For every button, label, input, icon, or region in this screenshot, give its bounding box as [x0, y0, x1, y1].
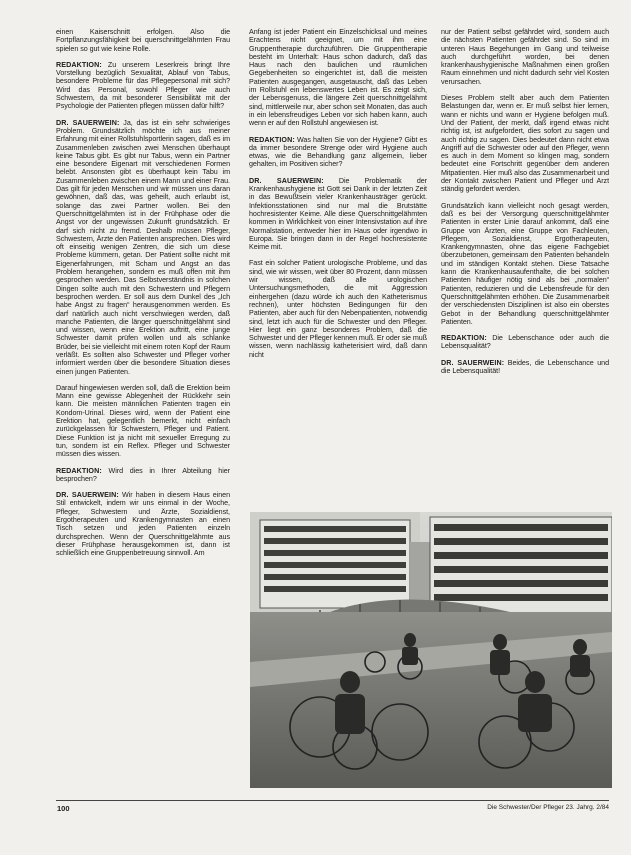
paragraph-text: Darauf hingewiesen werden soll, daß die Erektion beim Mann eine gewisse Ablegenheit der Rückkehr sein kann. Die meisten männlichen Patienten tragen ein Kondom-Urinal. Dieses wird, wenn der Patient eine Erektion hat, gelegentlich bemerkt, nicht einfach zurückgelassen für Schwestern, Pfleger und Patient. Diese Funktion ist ja nicht mit sexueller Erregung zu tun, sondern ist ein Reflex. Pfleger und Schwester müssen dies wissen. [56, 383, 230, 459]
paragraph-text: nur der Patient selbst gefährdet wird, sondern auch die nächsten Patienten gefährdet sind. So sind im unteren Haus Begehungen im Gang und teilweise auch durchgeführt worden, bei denen krankenhaushygienische Maßnahmen einen großen Raum einnehmen und nicht dadurch sehr viel Kosten verursachen. [441, 28, 609, 86]
paragraph-text: Ja, das ist ein sehr schwieriges Problem. Grundsätzlich möchte ich aus meiner Erfahrung mit einer Rollstuhlsportlerin sagen, daß es im Zusammenleben zwischen zwei Menschen überhaupt keine Tabus gibt. Es gibt nur Tabus, wenn ein Partner eine besondere Eigenart mit verschiedenen Formen belebt. Ansonsten gibt es überhaupt kein Tabu im Zusammenleben zwischen einem Mann und einer Frau. Das gilt für jeden Menschen und wir müssen uns daran gewöhnen, daß das, was geheilt, auch erlaubt ist, solange das zwei Partner wollen. Bei den Querschnittgelähmten ist in der Frühphase oder die Angst vor der ungewissen Zukunft grundsätzlich. Er darf sich nicht zu fremd. Deshalb müssen Pfleger, Schwestern, Ärzte den Patienten ansprechen. Dies wird oft einseitig wenigen Zentren, die sich um diese Probleme kümmern, getan. Der Patient sollte nicht mit Eigenerfahrungen, mit Scham und Angst an das Problem herangehen, sondern es muß offen mit ihm gesprochen werden. Das Selbstverständnis in solchen Dingen sollte auch mit den Schwestern und Pflegern besprochen werden. Er soll aus dem Dunkel des „Ich habe Angst zu fragen“ herausgenommen werden. Es darf natürlich auch nicht verschwiegen werden, daß manche Patienten, die länger querschnittgelähmt sind und wissen, wenn eine Erektion auftritt, eine junge Schwester damit prüfen wollen und als schlanke Brüder, bei sie vielleicht mit einem roten Kopf der Raum verläßt. Es sollten also Schwester und Pfleger vorher informiert werden über die besondere Situation dieses einen jungen Patienten. [56, 118, 230, 376]
paragraph-text: Wird dies in Ihrer Abteilung hier besprochen? [56, 466, 230, 483]
text-column-right [441, 28, 609, 508]
paragraph-text: Anfang ist jeder Patient ein Einzelschicksal und meines Erachtens nicht geeignet, um mit ihm eine Gruppentherapie durchzuführen. Die Gruppentherapie besteht im Unterhalt: Haus schon dadurch, daß das Haus nach den baulichen und räumlichen Gegebenheiten so eingerichtet ist, daß die meisten Patienten ausgegangen, ausgetauscht, daß das Leben im Rollstuhl ein lebenswertes Leben ist. Es zeigt sich, der Lebensgenuss, die längere Zeit querschnittgelähmt sind, mittlerweile nur, aber schon seit Monaten, das auch in ein lebensfreudiges Leben vor sich haben kann, auch wenn er auf den Rollstuhl angewiesen ist. [249, 28, 427, 128]
paragraph [56, 384, 230, 459]
paragraph [441, 28, 609, 86]
paragraph-text: Fast ein solcher Patient urologische Probleme, und das sind, wie wir wissen, weit über 80 Prozent, dann müssen wir wissen, daß alle urologischen Untersuchungsmethoden, die mit Aggression einhergehen (dazu würde ich auch den Katheterismus rechnen), unter höchsten Bedingungen für den Patienten, aber auch für den Nebenpatienten, notwendig sind, letzt ich auch für die Schwester und den Pfleger. Hier liegt ein ganz besonderes Problem, daß die Schwester und der Pfleger kennen muß. Er oder sie muß wissen, wenn nachlässig katheterisiert wird, daß dann nicht [249, 259, 427, 359]
speaker-label: REDAKTION: [56, 466, 102, 475]
speaker-label: DR. SAUERWEIN: [441, 358, 505, 367]
paragraph [249, 259, 427, 359]
paragraph-text: einen Kaiserschnitt erfolgen. Also die Fortpflanzungsfähigkeit bei querschnittgelähmten Frau spielen so gut wie keine Rolle. [56, 28, 230, 53]
paragraph [249, 177, 427, 252]
speaker-label: REDAKTION: [56, 60, 102, 69]
paragraph [56, 119, 230, 376]
paragraph [249, 136, 427, 169]
speaker-label: REDAKTION: [249, 135, 295, 144]
speaker-label: DR. SAUERWEIN: [56, 118, 120, 127]
paragraph [441, 94, 609, 194]
paragraph-text: Beides, die Lebenschance und die Lebensqualität! [441, 358, 609, 375]
paragraph [441, 202, 609, 326]
paragraph [56, 467, 230, 484]
text-column-middle [249, 28, 427, 503]
article-photo [250, 512, 612, 788]
paragraph [441, 334, 609, 351]
paragraph-text: Wir haben in diesem Haus einen Stil entwickelt, indem wir uns einmal in der Woche, Pfleger, Schwestern und Ärzte, Sozialdienst, Ergotherapeuten und Krankengymnasten an einen Tisch setzen und jeden Patienten einzeln durchsprechen. Wenn der Querschnittgelähmte aus dieser Frühphase herausgekommen ist, dann ist schließlich eine Gruppenbetreuung sinnvoll. Am [56, 491, 230, 558]
page-number: 100 [57, 804, 70, 813]
paragraph-text: Grundsätzlich kann vielleicht noch gesagt werden, daß es bei der Versorgung querschnittgelähmter Patienten in erster Linie darauf ankommt, daß eine Gruppe von Ärzten, eine Gruppe von Fachleuten, Pflegern, Sozialdienst, Ergotherapeuten, Krankengymnasten, ohne das eigene Fachgebiet überzubetonen, gemeinsam den Patienten behandeln und im ständigen Kontakt stehen. Diese Tatsache kann die Krankenhausaufenthalte, die bei solchen Patienten häufiger nötig sind als bei „normalen“ Patienten, reduzieren und die Lebensfreude für den Querschnittgelähmten erhöhen. Die Zusammenarbeit der verschiedensten Disziplinen ist also ein oberstes Gebot in der Behandlung querschnittgelähmter Patienten. [441, 201, 609, 326]
speaker-label: DR. SAUERWEIN: [56, 491, 119, 500]
paragraph [249, 28, 427, 128]
speaker-label: DR. SAUERWEIN: [249, 176, 324, 185]
paragraph [56, 491, 230, 557]
paragraph-text: Was halten Sie von der Hygiene? Gibt es da immer besondere Strenge oder wird Hygiene auch etwas, wie die Behandlung ganz allgemein, lieber gehalten, im Positiven sicher? [249, 135, 427, 169]
footer-rule [56, 800, 609, 801]
publication-source: Die Schwester/Der Pfleger 23. Jahrg. 2/84 [487, 804, 609, 811]
paragraph [56, 61, 230, 111]
speaker-label: REDAKTION: [441, 334, 487, 343]
paragraph-text: Zu unserem Leserkreis bringt Ihre Vorstellung bezüglich Sexualität, Ablauf von Tabus, besondere Probleme für das Pflegepersonal mit sich? Wird das Personal, sowohl Pfleger wie auch Schwestern, da mit besonderer Sensibilität mit der Psychologie der Patienten pflegen müssen dafür hilft? [56, 60, 230, 111]
paragraph-text: Die Problematik der Krankenhaushygiene ist Gott sei Dank in der letzten Zeit in das Bewußtsein vieler Krankenhausträger gerückt. Infektionsstationen sind nur mal die Brutstätte hochresistenter Keime. Alle diese Querschnittgelähmten kommen in Wirklichkeit von einer Intensivstation auf ihre Normalstation, entweder hier im Haus oder irgendwo in Europa. Sie bringen dann in der Regel hochresistente Keime mit. [249, 176, 427, 252]
paragraph-text: Dieses Problem stellt aber auch dem Patienten Belastungen dar, wenn er. Er muß selbst hier lernen, wann er nichts und wann er Hygiene befolgen muß. Und der Patient, der merkt, daß irgend etwas nicht richtig ist, ist aufgefordert, dies sofort zu sagen und auch richtig zu sagen. Dies bedeutet dann nicht etwa Angriff auf die Schwester oder auf den Pfleger, wenn es auch in dem Moment so klingen mag, sondern bedeutet eine Fortschritt gegenüber dem anderen Mitpatienten. Hier muß also das Zusammenarbeit und der Kontakt zwischen Patient und Pfleger und Arzt ständig gefordert werden. [441, 94, 609, 194]
paragraph [56, 28, 230, 53]
wheelchair-users-photo [250, 512, 612, 788]
paragraph-text: Die Lebenschance oder auch die Lebensqualität? [441, 334, 609, 351]
paragraph [441, 359, 609, 376]
text-column-left [56, 28, 230, 788]
